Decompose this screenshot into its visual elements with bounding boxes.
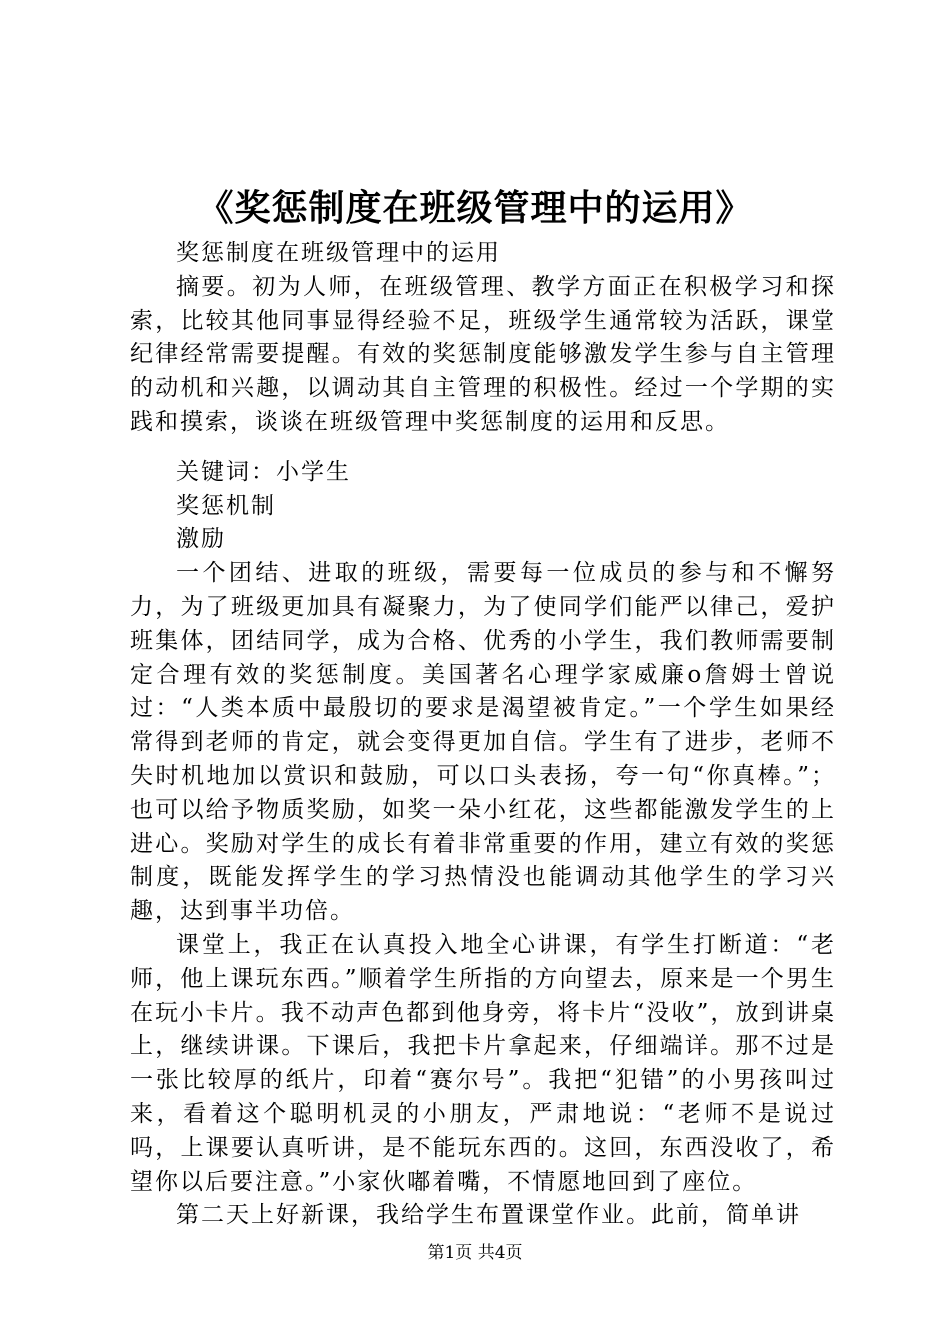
body-paragraph: 第二天上好新课，我给学生布置课堂作业。此前，简单讲 bbox=[176, 1202, 801, 1229]
page-indicator: 第1页 共4页 bbox=[427, 1243, 523, 1263]
subtitle-line: 奖惩制度在班级管理中的运用 bbox=[176, 240, 501, 266]
keyword-item: 奖惩机制 bbox=[176, 492, 276, 519]
document-title: 《奖惩制度在班级管理中的运用》 bbox=[197, 187, 753, 229]
document-body bbox=[130, 237, 836, 1233]
paragraph-gap bbox=[130, 440, 836, 456]
body-paragraph: 课堂上，我正在认真投入地全心讲课，有学生打断道：“老师，他上课玩东西。”顺着学生所指的方向望去，原来是一个男生在玩小卡片。我不动声色都到他身旁，将卡片“没收”，放到讲桌上，继续讲课。下课后，我把卡片拿起来，仔细端详。那不过是一张比较厚的纸片，印着“赛尔号”。我把“犯错”的小男孩叫过来，看着这个聪明机灵的小朋友，严肃地说：“老师不是说过吗，上课要认真听讲，是不能玩东西的。这回，东西没收了，希望你以后要注意。”小家伙嘟着嘴，不情愿地回到了座位。 bbox=[130, 931, 836, 1195]
keywords-line: 关键词：小学生 bbox=[176, 458, 351, 485]
body-paragraph: 一个团结、进取的班级，需要每一位成员的参与和不懈努力，为了班级更加具有凝聚力，为了使同学们能严以律己，爱护班集体，团结同学，成为合格、优秀的小学生，我们教师需要制定合理有效的奖惩制度。美国著名心理学家威廉o詹姆士曾说过：“人类本质中最殷切的要求是渴望被肯定。”一个学生如果经常得到老师的肯定，就会变得更加自信。学生有了进步，老师不失时机地加以赏识和鼓励，可以口头表扬，夸一句“你真棒。”；也可以给予物质奖励，如奖一朵小红花，这些都能激发学生的上进心。奖励对学生的成长有着非常重要的作用，建立有效的奖惩制度，既能发挥学生的学习热情没也能调动其他学生的学习兴趣，达到事半功倍。 bbox=[130, 560, 836, 925]
abstract-paragraph: 摘要。初为人师，在班级管理、教学方面正在积极学习和探索，比较其他同事显得经验不足，班级学生通常较为活跃，课堂纪律经常需要提醒。有效的奖惩制度能够激发学生参与自主管理的动机和兴趣，以调动其自主管理的积极性。经过一个学期的实践和摸索，谈谈在班级管理中奖惩制度的运用和反思。 bbox=[130, 273, 836, 435]
keyword-item: 激励 bbox=[176, 526, 226, 553]
